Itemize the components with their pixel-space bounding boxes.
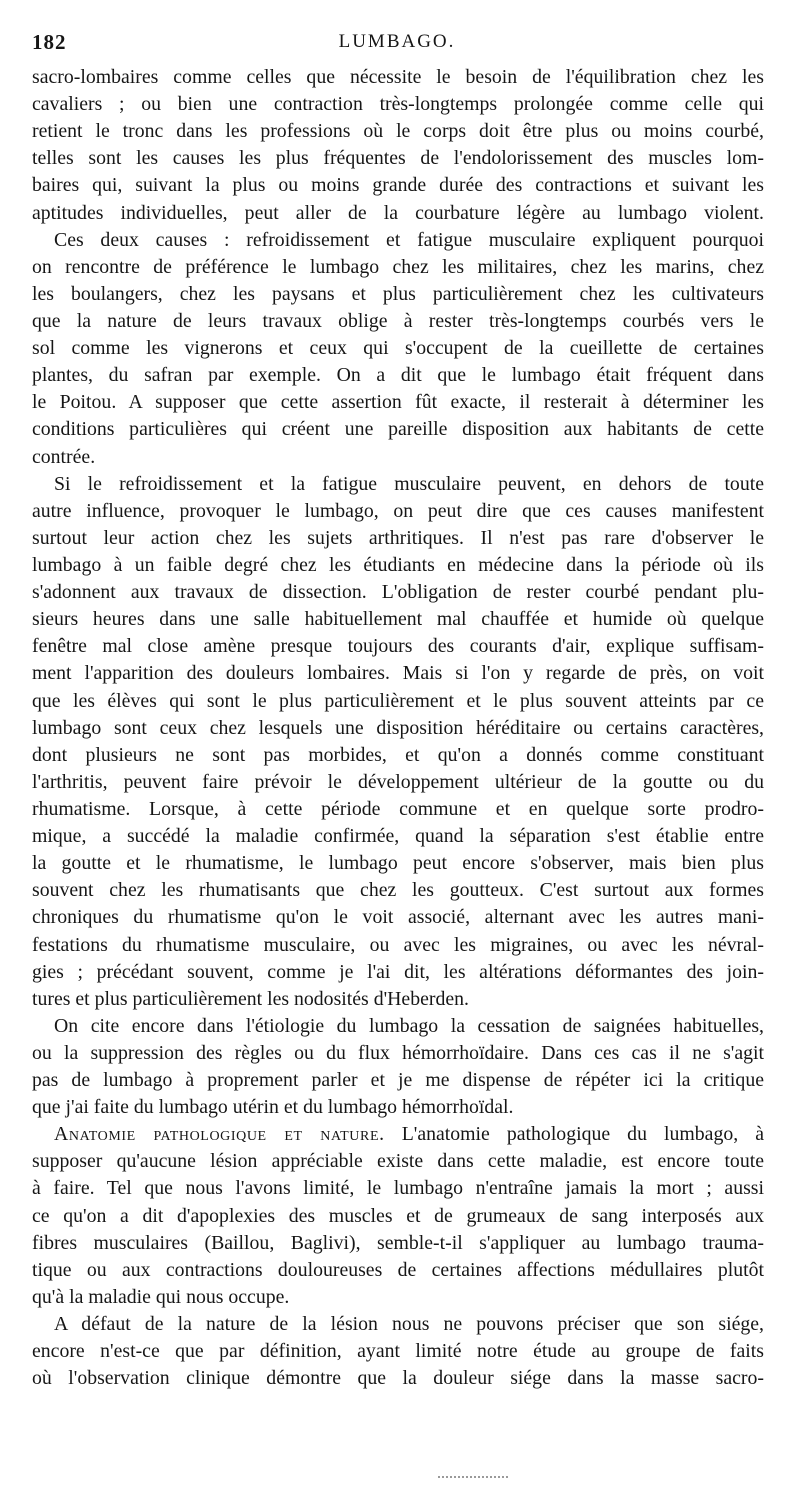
- section-heading: Anatomie pathologique et nature.: [54, 1123, 385, 1146]
- text-line: contrée.: [32, 445, 96, 468]
- text-line: l'arthritis, peuvent faire prévoir le développement ultérieur de la goutte ou du: [32, 770, 764, 793]
- text-line: sacro-lombaires comme celles que nécessite le besoin de l'équilibration chez les: [32, 66, 764, 88]
- text-line: Ces deux causes : refroidissement et fatigue musculaire expliquent pourquoi: [54, 228, 764, 251]
- text-line: fenêtre mal close amène presque toujours des courants d'air, explique suffisam-: [32, 635, 764, 658]
- section-lead-text: L'anatomie pathologique du lumbago, à: [401, 1123, 764, 1146]
- text-line: A défaut de la nature de la lésion nous ne pouvons préciser que son siége,: [54, 1313, 764, 1336]
- text-line: dont plusieurs ne sont pas morbides, et qu'on a donnés comme constituant: [32, 743, 764, 766]
- text-line: la goutte et le rhumatisme, le lumbago peut encore s'observer, mais bien plus: [32, 852, 764, 875]
- text-line: Si le refroidissement et la fatigue musculaire peuvent, en dehors de toute: [54, 472, 764, 495]
- text-line: qu'à la maladie qui nous occupe.: [32, 1285, 290, 1308]
- text-line: retient le tronc dans les professions où le corps doit être plus ou moins courbé,: [32, 120, 764, 143]
- text-line: plantes, du safran par exemple. On a dit que le lumbago était fréquent dans: [32, 364, 764, 387]
- bottom-ink-mark: [438, 1476, 508, 1478]
- text-line: on rencontre de préférence le lumbago chez les militaires, chez les marins, chez: [32, 255, 764, 278]
- text-line: sieurs heures dans une salle habituellement mal chauffée et humide où quelque: [32, 608, 764, 631]
- text-line: sol comme les vignerons et ceux qui s'occupent de la cueillette de certaines: [32, 337, 764, 360]
- page-number: 182: [32, 30, 67, 54]
- text-line: où l'observation clinique démontre que la douleur siége dans la masse sacro-: [32, 1367, 764, 1390]
- text-line: baires qui, suivant la plus ou moins grande durée des contractions et suivant les: [32, 174, 764, 197]
- text-line: autre influence, provoquer le lumbago, on peut dire que ces causes manifestent: [32, 499, 764, 522]
- text-line: à faire. Tel que nous l'avons limité, le lumbago n'entraîne jamais la mort ; aussi: [32, 1177, 764, 1200]
- text-line: lumbago à un faible degré chez les étudiants en médecine dans la période où ils: [32, 553, 764, 576]
- text-line: que la nature de leurs travaux oblige à rester très-longtemps courbés vers le: [32, 309, 764, 332]
- text-line: supposer qu'aucune lésion appréciable existe dans cette maladie, est encore toute: [32, 1150, 764, 1173]
- text-line: que les élèves qui sont le plus particulièrement et le plus souvent atteints par ce: [32, 689, 764, 712]
- text-line: aptitudes individuelles, peut aller de la courbature légère au lumbago violent.: [32, 201, 764, 224]
- text-line: tique ou aux contractions douloureuses de certaines affections médullaires plutôt: [32, 1258, 764, 1281]
- text-line: les boulangers, chez les paysans et plus particulièrement chez les cultivateurs: [32, 282, 764, 305]
- running-head: LUMBAGO.: [338, 31, 456, 52]
- text-line: tures et plus particulièrement les nodosités d'Heberden.: [32, 987, 469, 1010]
- text-line: souvent chez les rhumatisants que chez les goutteux. C'est surtout aux formes: [32, 879, 764, 902]
- text-line: ment l'apparition des douleurs lombaires. Mais si l'on y regarde de près, on voit: [32, 662, 764, 685]
- text-line: lumbago sont ceux chez lesquels une disposition héréditaire ou certains caractères,: [32, 716, 764, 739]
- text-line: fibres musculaires (Baillou, Baglivi), semble-t-il s'appliquer au lumbago trauma-: [32, 1231, 764, 1254]
- text-line: ou la suppression des règles ou du flux hémorrhoïdaire. Dans ces cas il ne s'agit: [32, 1041, 764, 1064]
- text-line: cavaliers ; ou bien une contraction très-longtemps prolongée comme celle qui: [32, 93, 764, 116]
- page-header: [32, 30, 762, 58]
- text-line: telles sont les causes les plus fréquentes de l'endolorissement des muscles lom-: [32, 147, 764, 170]
- body-text: [32, 64, 764, 1392]
- text-line: conditions particulières qui créent une pareille disposition aux habitants de cette: [32, 418, 764, 441]
- text-line: rhumatisme. Lorsque, à cette période commune et en quelque sorte prodro-: [32, 797, 764, 820]
- text-line: surtout leur action chez les sujets arthritiques. Il n'est pas rare d'observer le: [32, 526, 764, 549]
- text-line: que j'ai faite du lumbago utérin et du lumbago hémorrhoïdal.: [32, 1096, 514, 1119]
- text-line: s'adonnent aux travaux de dissection. L'obligation de rester courbé pendant plu-: [32, 581, 764, 604]
- text-line: mique, a succédé la maladie confirmée, quand la séparation s'est établie entre: [32, 825, 764, 848]
- text-line: pas de lumbago à proprement parler et je me dispense de répéter ici la critique: [32, 1069, 764, 1092]
- text-line: festations du rhumatisme musculaire, ou avec les migraines, ou avec les névral-: [32, 933, 764, 956]
- text-line: [32, 1121, 764, 1148]
- text-line: ce qu'on a dit d'apoplexies des muscles et de grumeaux de sang interposés aux: [32, 1204, 764, 1227]
- text-line: le Poitou. A supposer que cette assertion fût exacte, il resterait à déterminer les: [32, 391, 764, 414]
- text-line: encore n'est-ce que par définition, ayant limité notre étude au groupe de faits: [32, 1340, 764, 1363]
- text-line: gies ; précédant souvent, comme je l'ai dit, les altérations déformantes des join-: [32, 960, 764, 983]
- text-line: On cite encore dans l'étiologie du lumbago la cessation de saignées habituelles,: [54, 1014, 764, 1037]
- text-line: chroniques du rhumatisme qu'on le voit associé, alternant avec les autres mani-: [32, 906, 764, 929]
